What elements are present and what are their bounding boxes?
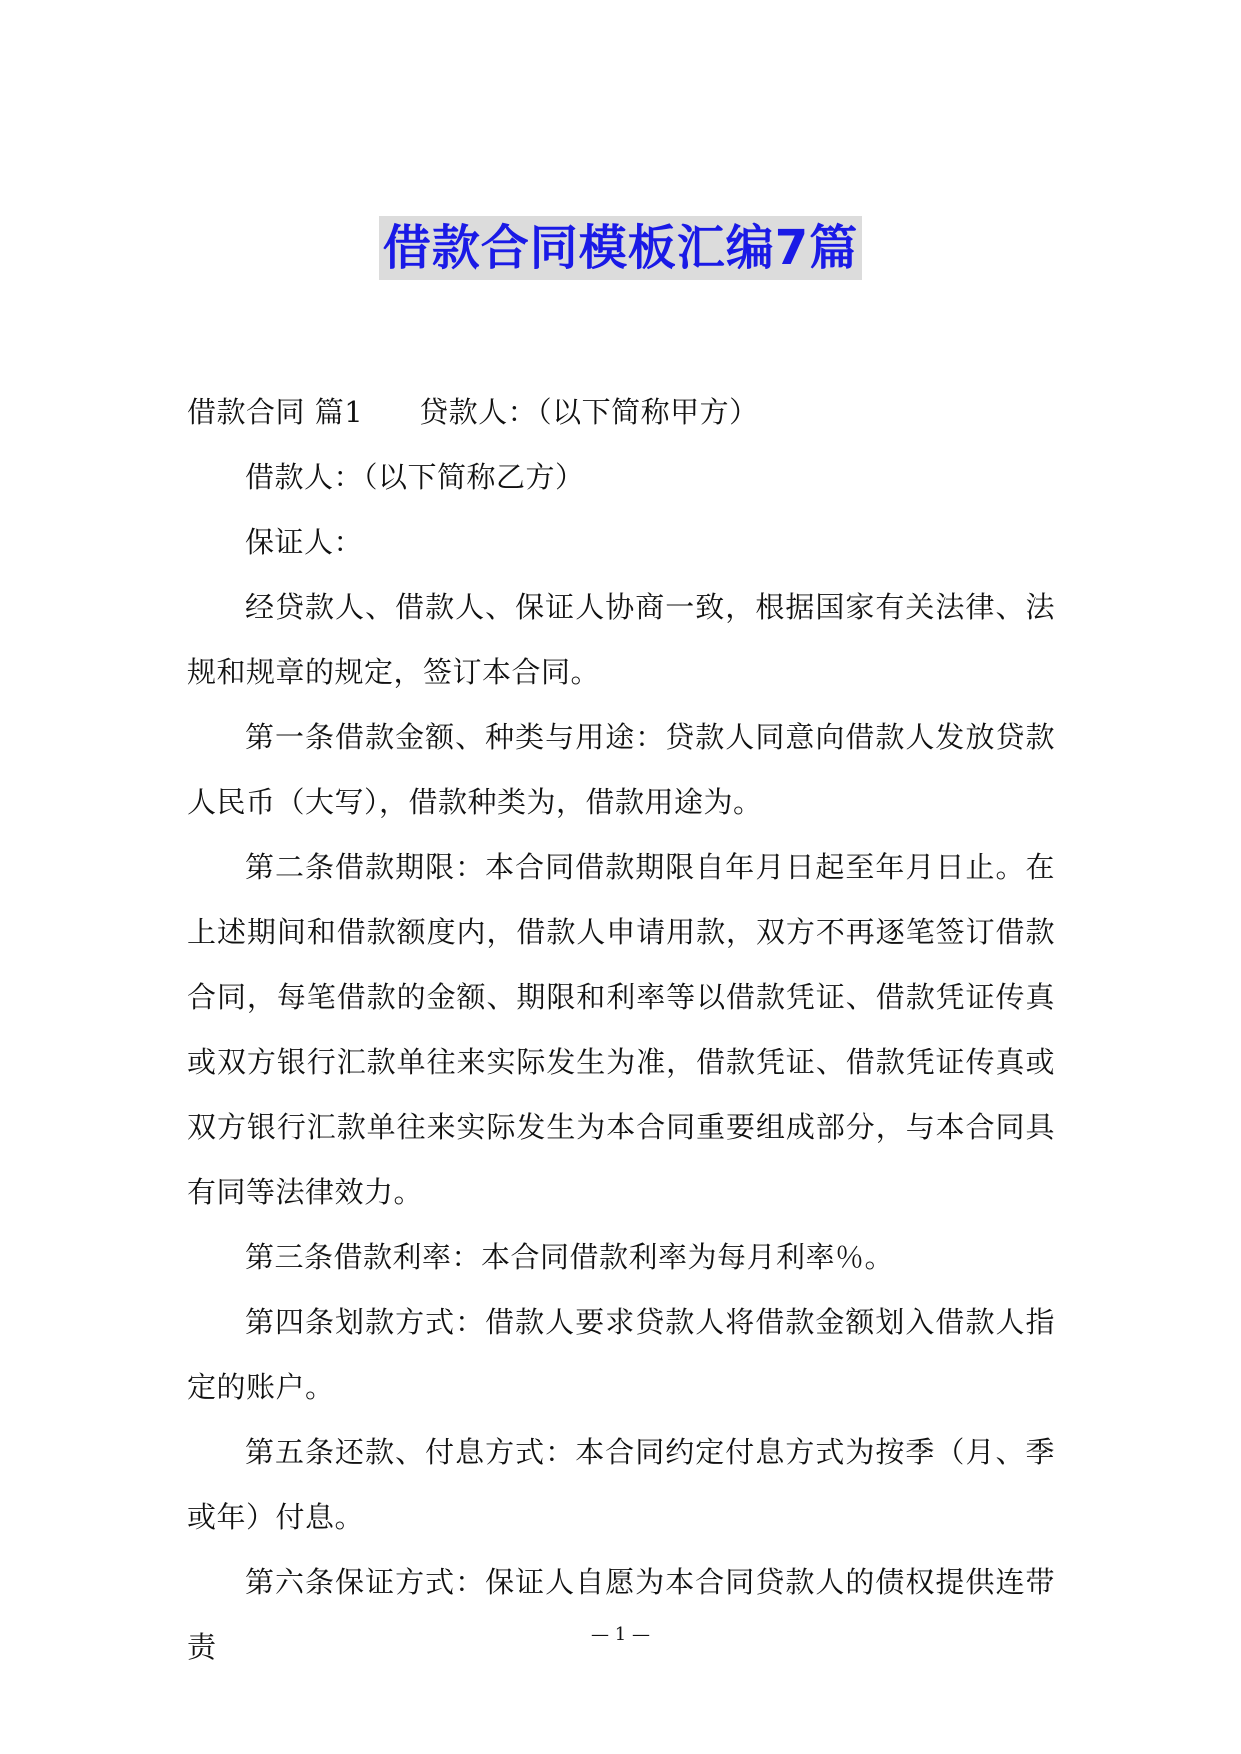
paragraph-article-1: 第一条借款金额、种类与用途：贷款人同意向借款人发放贷款人民币（大写），借款种类为，借款用途为。: [187, 720, 1055, 819]
page-number: — 1 —: [591, 1624, 650, 1645]
paragraph-agreement: 经贷款人、借款人、保证人协商一致，根据国家有关法律、法规和规章的规定，签订本合同。: [187, 590, 1055, 689]
paragraph-article-2: 第二条借款期限：本合同借款期限自年月日起至年月日止。在上述期间和借款额度内，借款人申请用款，双方不再逐笔签订借款合同，每笔借款的金额、期限和利率等以借款凭证、借款凭证传真或双方银行汇款单往来实际发生为准，借款凭证、借款凭证传真或双方银行汇款单往来实际发生为本合同重要组成部分，与本合同具有同等法律效力。: [187, 850, 1055, 1209]
paragraph-guarantor: 保证人：: [245, 525, 364, 559]
first-line: [187, 380, 1055, 445]
paragraph-article-6: 第六条保证方式：保证人自愿为本合同贷款人的债权提供连带责: [187, 1565, 1055, 1664]
paragraph-article-3: 第三条借款利率：本合同借款利率为每月利率％。: [245, 1240, 895, 1274]
paragraph-borrower: 借款人：（以下简称乙方）: [245, 460, 585, 494]
paragraph-article-4: 第四条划款方式：借款人要求贷款人将借款金额划入借款人指定的账户。: [187, 1305, 1055, 1404]
title-container: [0, 216, 1241, 280]
lender-line: 贷款人：（以下简称甲方）: [419, 395, 759, 429]
section-heading: 借款合同 篇1: [187, 395, 364, 429]
document-title: 借款合同模板汇编7篇: [379, 216, 862, 280]
document-body: [187, 380, 1055, 1680]
paragraph-article-5: 第五条还款、付息方式：本合同约定付息方式为按季（月、季或年）付息。: [187, 1435, 1055, 1534]
